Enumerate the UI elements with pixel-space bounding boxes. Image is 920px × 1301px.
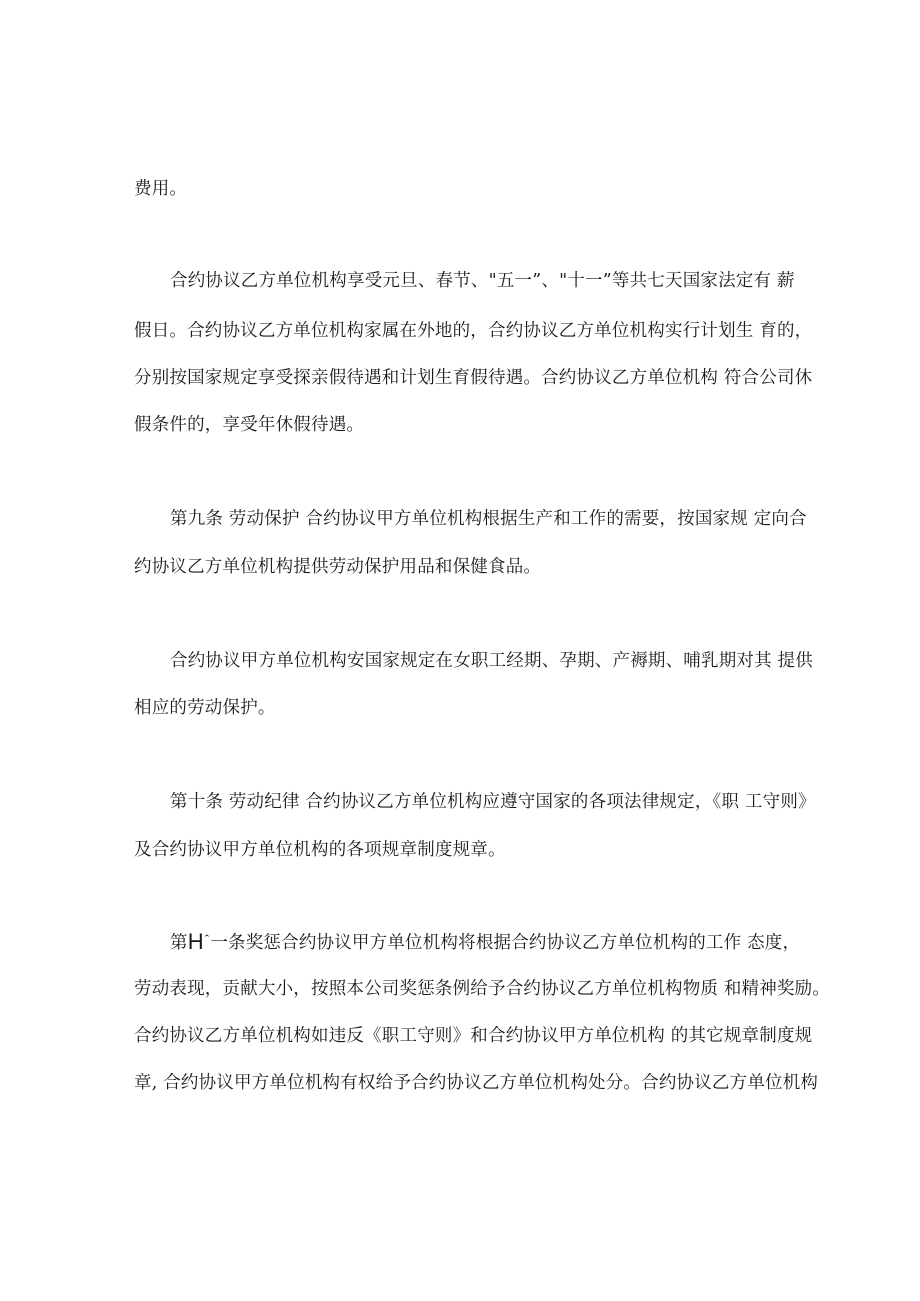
text-line bbox=[170, 929, 801, 954]
text-line: 假日。合约协议乙方单位机构家属在外地的，合约协议乙方单位机构实行计划生 育的， bbox=[134, 321, 813, 341]
text-fragment: ˆ bbox=[204, 932, 210, 947]
text-line: 劳动表现，贡献大小，按照本公司奖惩条例给予合约协议乙方单位机构物质 和精神奖励。 bbox=[134, 979, 831, 999]
text-line: 合约协议甲方单位机构安国家规定在女职工经期、孕期、产褥期、哺乳期对其 提供 bbox=[170, 651, 813, 671]
text-line: 约协议乙方单位机构提供劳动保护用品和保健食品。 bbox=[134, 557, 542, 577]
text-line: 合约协议乙方单位机构如违反《职工守则》和合约协议甲方单位机构 的其它规章制度规 bbox=[134, 1026, 813, 1046]
text-line: 章, 合约协议甲方单位机构有权给予合约协议乙方单位机构处分。合约协议乙方单位机构 bbox=[134, 1073, 819, 1093]
text-line: 假条件的，享受年休假待遇。 bbox=[134, 415, 365, 435]
text-line: 合约协议乙方单位机构享受元旦、春节、"五一”、"十一”等共七天国家法定有 薪 bbox=[170, 271, 795, 291]
text-line: 费用。 bbox=[134, 179, 188, 199]
text-fragment: H bbox=[187, 929, 204, 954]
text-line: 第九条 劳动保护 合约协议甲方单位机构根据生产和工作的需要，按国家规 定向合 bbox=[170, 509, 807, 529]
text-line: 相应的劳动保护。 bbox=[134, 698, 276, 718]
text-line: 第十条 劳动纪律 合约协议乙方单位机构应遵守国家的各项法律规定，《职 工守则》 bbox=[170, 792, 816, 812]
text-fragment: 一条奖惩合约协议甲方单位机构将根据合约协议乙方单位机构的工作 态度， bbox=[210, 933, 801, 953]
text-fragment: 第 bbox=[170, 933, 188, 953]
text-line: 及合约协议甲方单位机构的各项规章制度规章。 bbox=[134, 840, 506, 860]
text-line: 分别按国家规定享受探亲假待遇和计划生育假待遇。合约协议乙方单位机构 符合公司休 bbox=[134, 368, 813, 388]
